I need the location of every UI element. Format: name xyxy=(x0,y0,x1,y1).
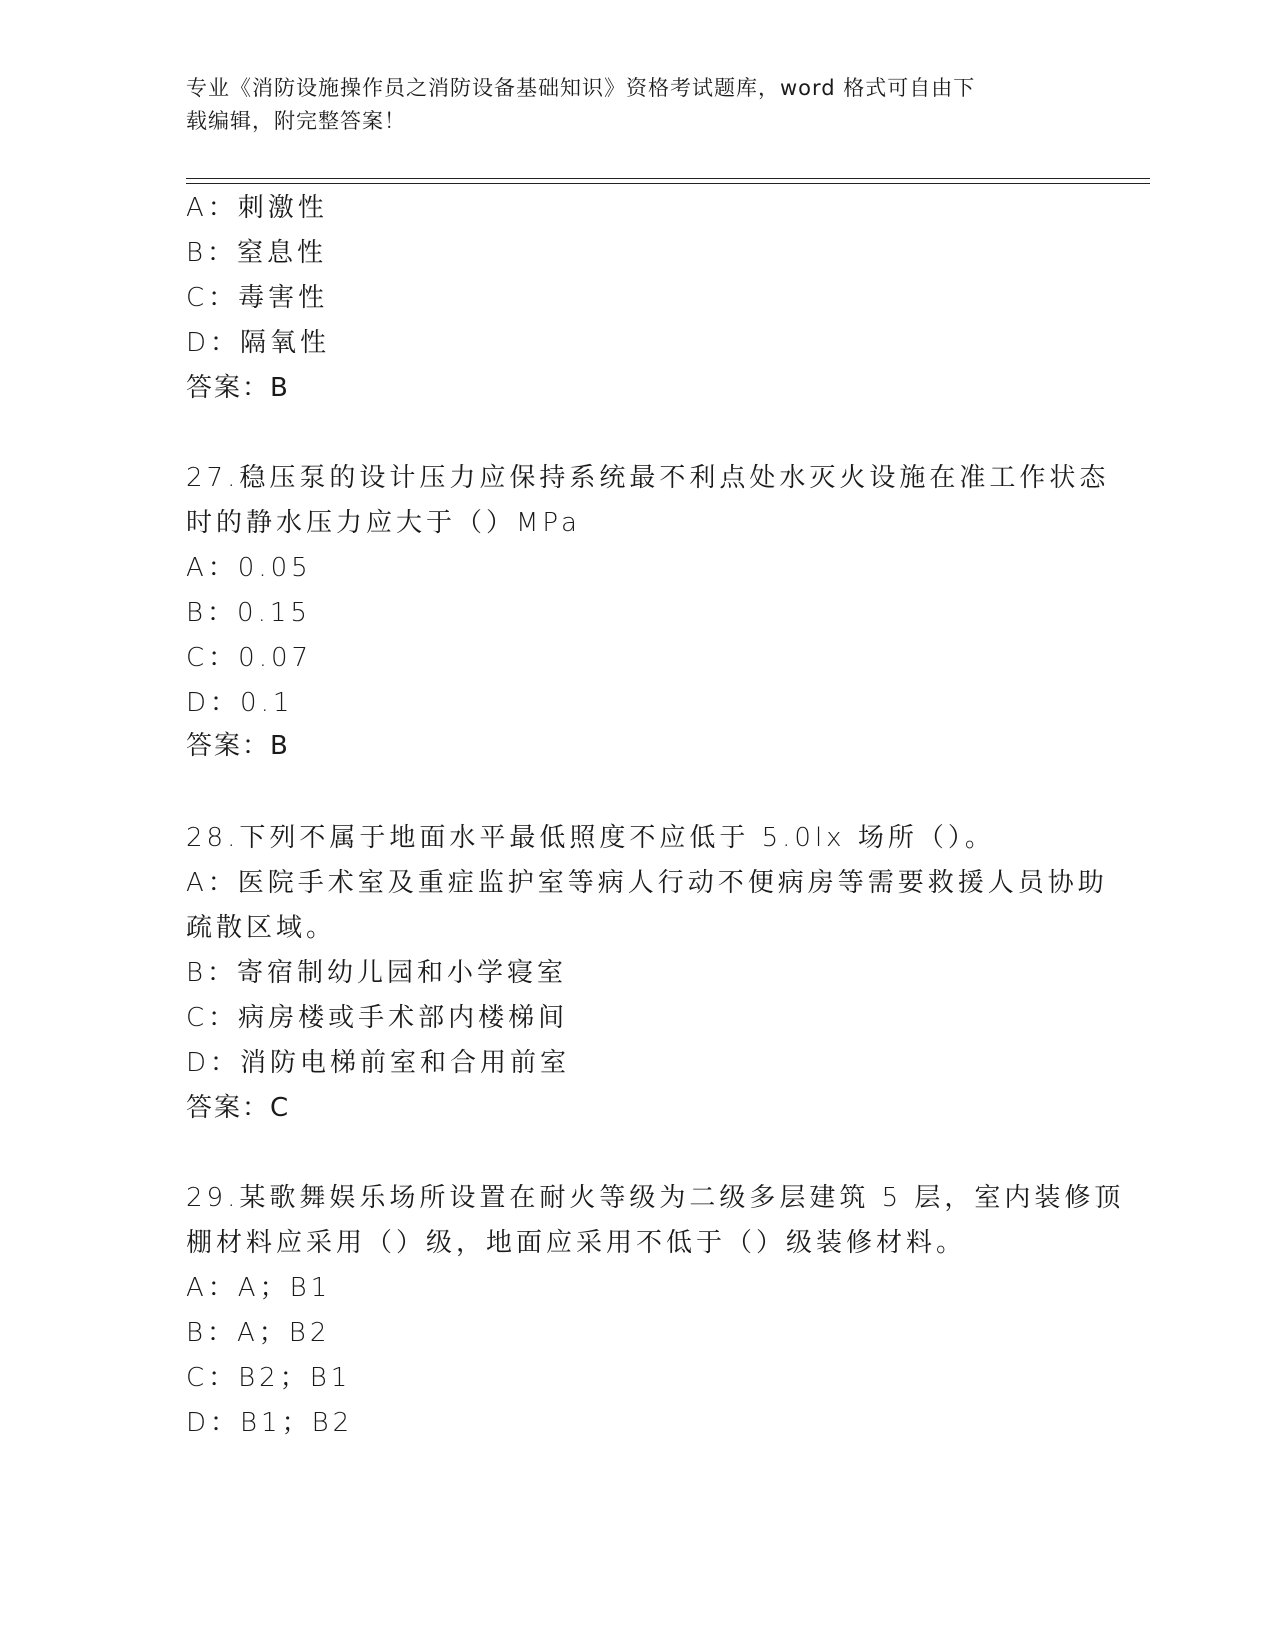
q27-option-d: D：0.1 xyxy=(186,688,294,718)
q28-stem: 28.下列不属于地面水平最低照度不应低于 5.0lx 场所（）。 xyxy=(186,823,995,853)
q27-option-c: C：0.07 xyxy=(186,643,313,673)
q26-option-b: B：窒息性 xyxy=(186,238,328,268)
header-divider-top xyxy=(186,178,1150,179)
q28-option-d: D：消防电梯前室和合用前室 xyxy=(186,1048,571,1078)
q29-option-a: A：A；B1 xyxy=(186,1273,332,1303)
q26-answer: 答案：B xyxy=(186,373,290,403)
q28-answer: 答案：C xyxy=(186,1093,291,1123)
q28-option-a-line-2: 疏散区域。 xyxy=(186,913,337,943)
q26-option-d: D：隔氧性 xyxy=(186,328,331,358)
q29-option-b: B：A；B2 xyxy=(186,1318,331,1348)
q27-stem-line-2: 时的静水压力应大于（）MPa xyxy=(186,508,581,538)
q28-option-a-line-1: A：医院手术室及重症监护室等病人行动不便病房等需要救援人员协助 xyxy=(186,868,1108,898)
q29-option-d: D：B1；B2 xyxy=(186,1408,354,1438)
q27-stem-line-1: 27.稳压泵的设计压力应保持系统最不利点处水灭火设施在准工作状态 xyxy=(186,463,1110,493)
header-line-2: 载编辑，附完整答案！ xyxy=(186,109,406,133)
document-header xyxy=(186,72,1066,138)
header-line-1: 专业《消防设施操作员之消防设备基础知识》资格考试题库，word 格式可自由下 xyxy=(186,76,976,100)
q27-option-b: B：0.15 xyxy=(186,598,311,628)
q28-option-c: C：病房楼或手术部内楼梯间 xyxy=(186,1003,569,1033)
q29-stem-line-1: 29.某歌舞娱乐场所设置在耐火等级为二级多层建筑 5 层，室内装修顶 xyxy=(186,1183,1125,1213)
q26-option-a: A：刺激性 xyxy=(186,193,328,223)
header-divider-bottom xyxy=(186,183,1150,184)
q29-stem-line-2: 棚材料应采用（）级，地面应采用不低于（）级装修材料。 xyxy=(186,1228,967,1258)
q26-option-c: C：毒害性 xyxy=(186,283,329,313)
q29-option-c: C：B2；B1 xyxy=(186,1363,352,1393)
q27-answer: 答案：B xyxy=(186,731,290,761)
q28-option-b: B：寄宿制幼儿园和小学寝室 xyxy=(186,958,568,988)
q27-option-a: A：0.05 xyxy=(186,553,312,583)
